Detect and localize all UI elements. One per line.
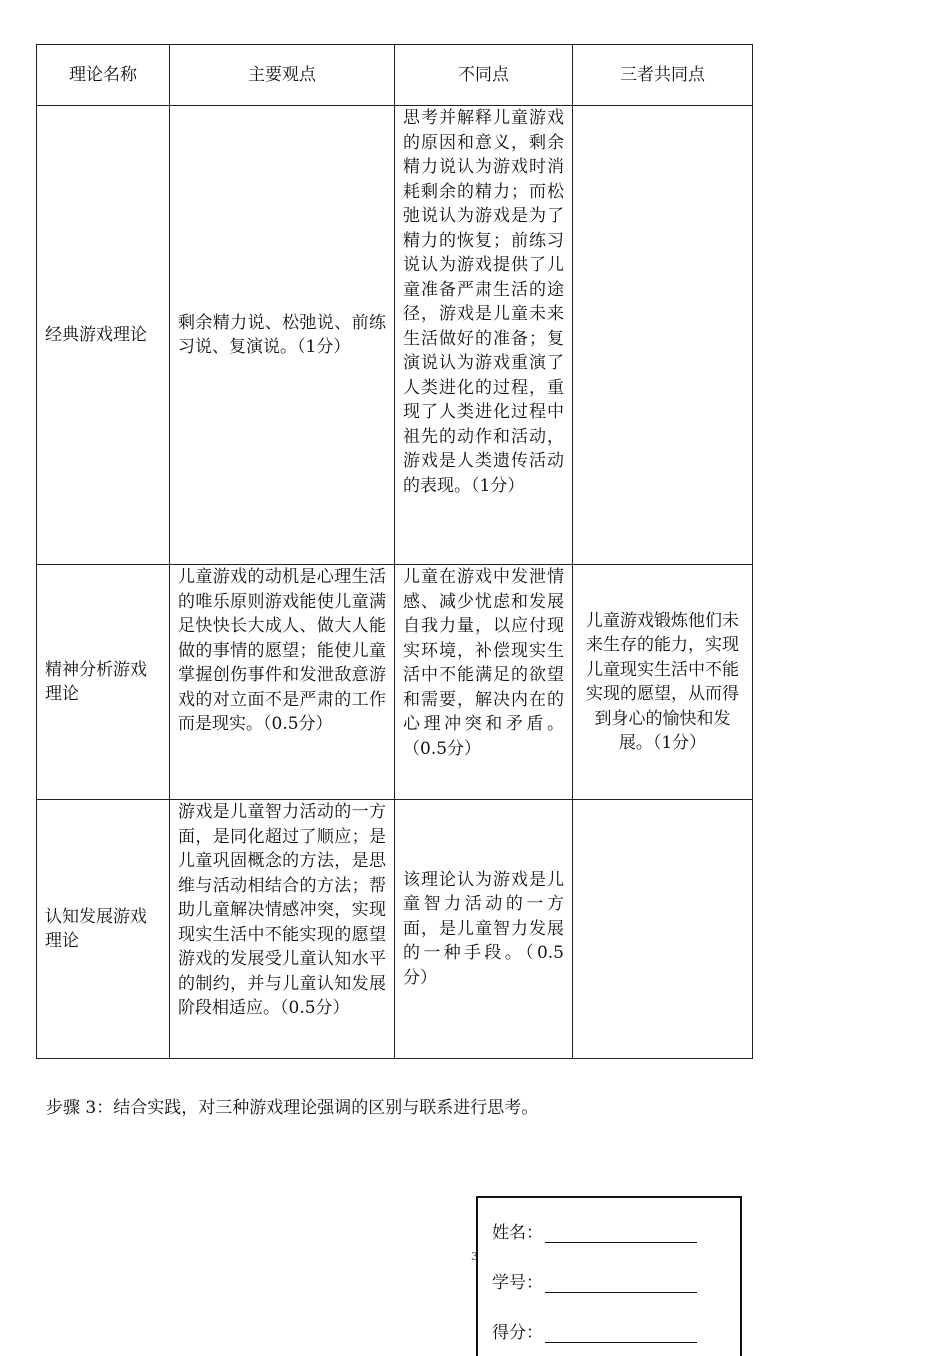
- row-commonality: 儿童游戏锻炼他们未来生存的能力，实现儿童现实生活中不能实现的愿望，从而得到身心的愉快和发展。（1分）: [573, 565, 753, 800]
- table-row: [37, 565, 753, 800]
- page-number: 3: [471, 1250, 478, 1263]
- step3-instruction: 步骤 3：结合实践，对三种游戏理论强调的区别与联系进行思考。: [46, 1098, 539, 1118]
- student-info-box: [476, 1196, 742, 1356]
- header-differences: 不同点: [395, 45, 573, 106]
- score-row: [492, 1318, 697, 1343]
- table-row: [37, 106, 753, 565]
- student-id-row: [492, 1268, 697, 1293]
- header-theory-name: 理论名称: [37, 45, 170, 106]
- row-main-view: 儿童游戏的动机是心理生活的唯乐原则游戏能使儿童满足快快长大成人、做大人能做的事情的愿望；能使儿童掌握创伤事件和发泄敌意游戏的对立面不是严肃的工作而是现实。（0.5分）: [170, 565, 395, 800]
- row-commonality: [573, 106, 753, 565]
- student-id-label: 学号：: [492, 1273, 543, 1293]
- score-field[interactable]: [545, 1322, 697, 1343]
- score-label: 得分：: [492, 1323, 543, 1343]
- row-theory-name: 精神分析游戏理论: [37, 565, 170, 800]
- student-id-field[interactable]: [545, 1272, 697, 1293]
- row-difference: 该理论认为游戏是儿童智力活动的一方面，是儿童智力发展的一种手段。（0.5分）: [395, 800, 573, 1059]
- header-main-view: 主要观点: [170, 45, 395, 106]
- theory-comparison-table: [36, 44, 753, 1059]
- row-difference: 思考并解释儿童游戏的原因和意义，剩余精力说认为游戏时消耗剩余的精力；而松弛说认为游戏是为了精力的恢复；前练习说认为游戏提供了儿童准备严肃生活的途径，游戏是儿童未来生活做好的准备；复演说认为游戏重演了人类进化的过程，重现了人类进化过程中祖先的动作和活动，游戏是人类遗传活动的表现。（1分）: [395, 106, 573, 565]
- table-row: [37, 800, 753, 1059]
- name-row: [492, 1218, 697, 1243]
- row-theory-name: 经典游戏理论: [37, 106, 170, 565]
- table-header-row: [37, 45, 753, 106]
- header-commonality: 三者共同点: [573, 45, 753, 106]
- row-theory-name: 认知发展游戏理论: [37, 800, 170, 1059]
- name-field[interactable]: [545, 1222, 697, 1243]
- row-difference: 儿童在游戏中发泄情感、减少忧虑和发展自我力量，以应付现实环境，补偿现实生活中不能满足的欲望和需要，解决内在的心理冲突和矛盾。（0.5分）: [395, 565, 573, 800]
- name-label: 姓名：: [492, 1223, 543, 1243]
- row-main-view: 游戏是儿童智力活动的一方面，是同化超过了顺应；是儿童巩固概念的方法，是思维与活动相结合的方法；帮助儿童解决情感冲突，实现现实生活中不能实现的愿望游戏的发展受儿童认知水平的制约，并与儿童认知发展阶段相适应。（0.5分）: [170, 800, 395, 1059]
- row-main-view: 剩余精力说、松弛说、前练习说、复演说。（1分）: [170, 106, 395, 565]
- row-commonality: [573, 800, 753, 1059]
